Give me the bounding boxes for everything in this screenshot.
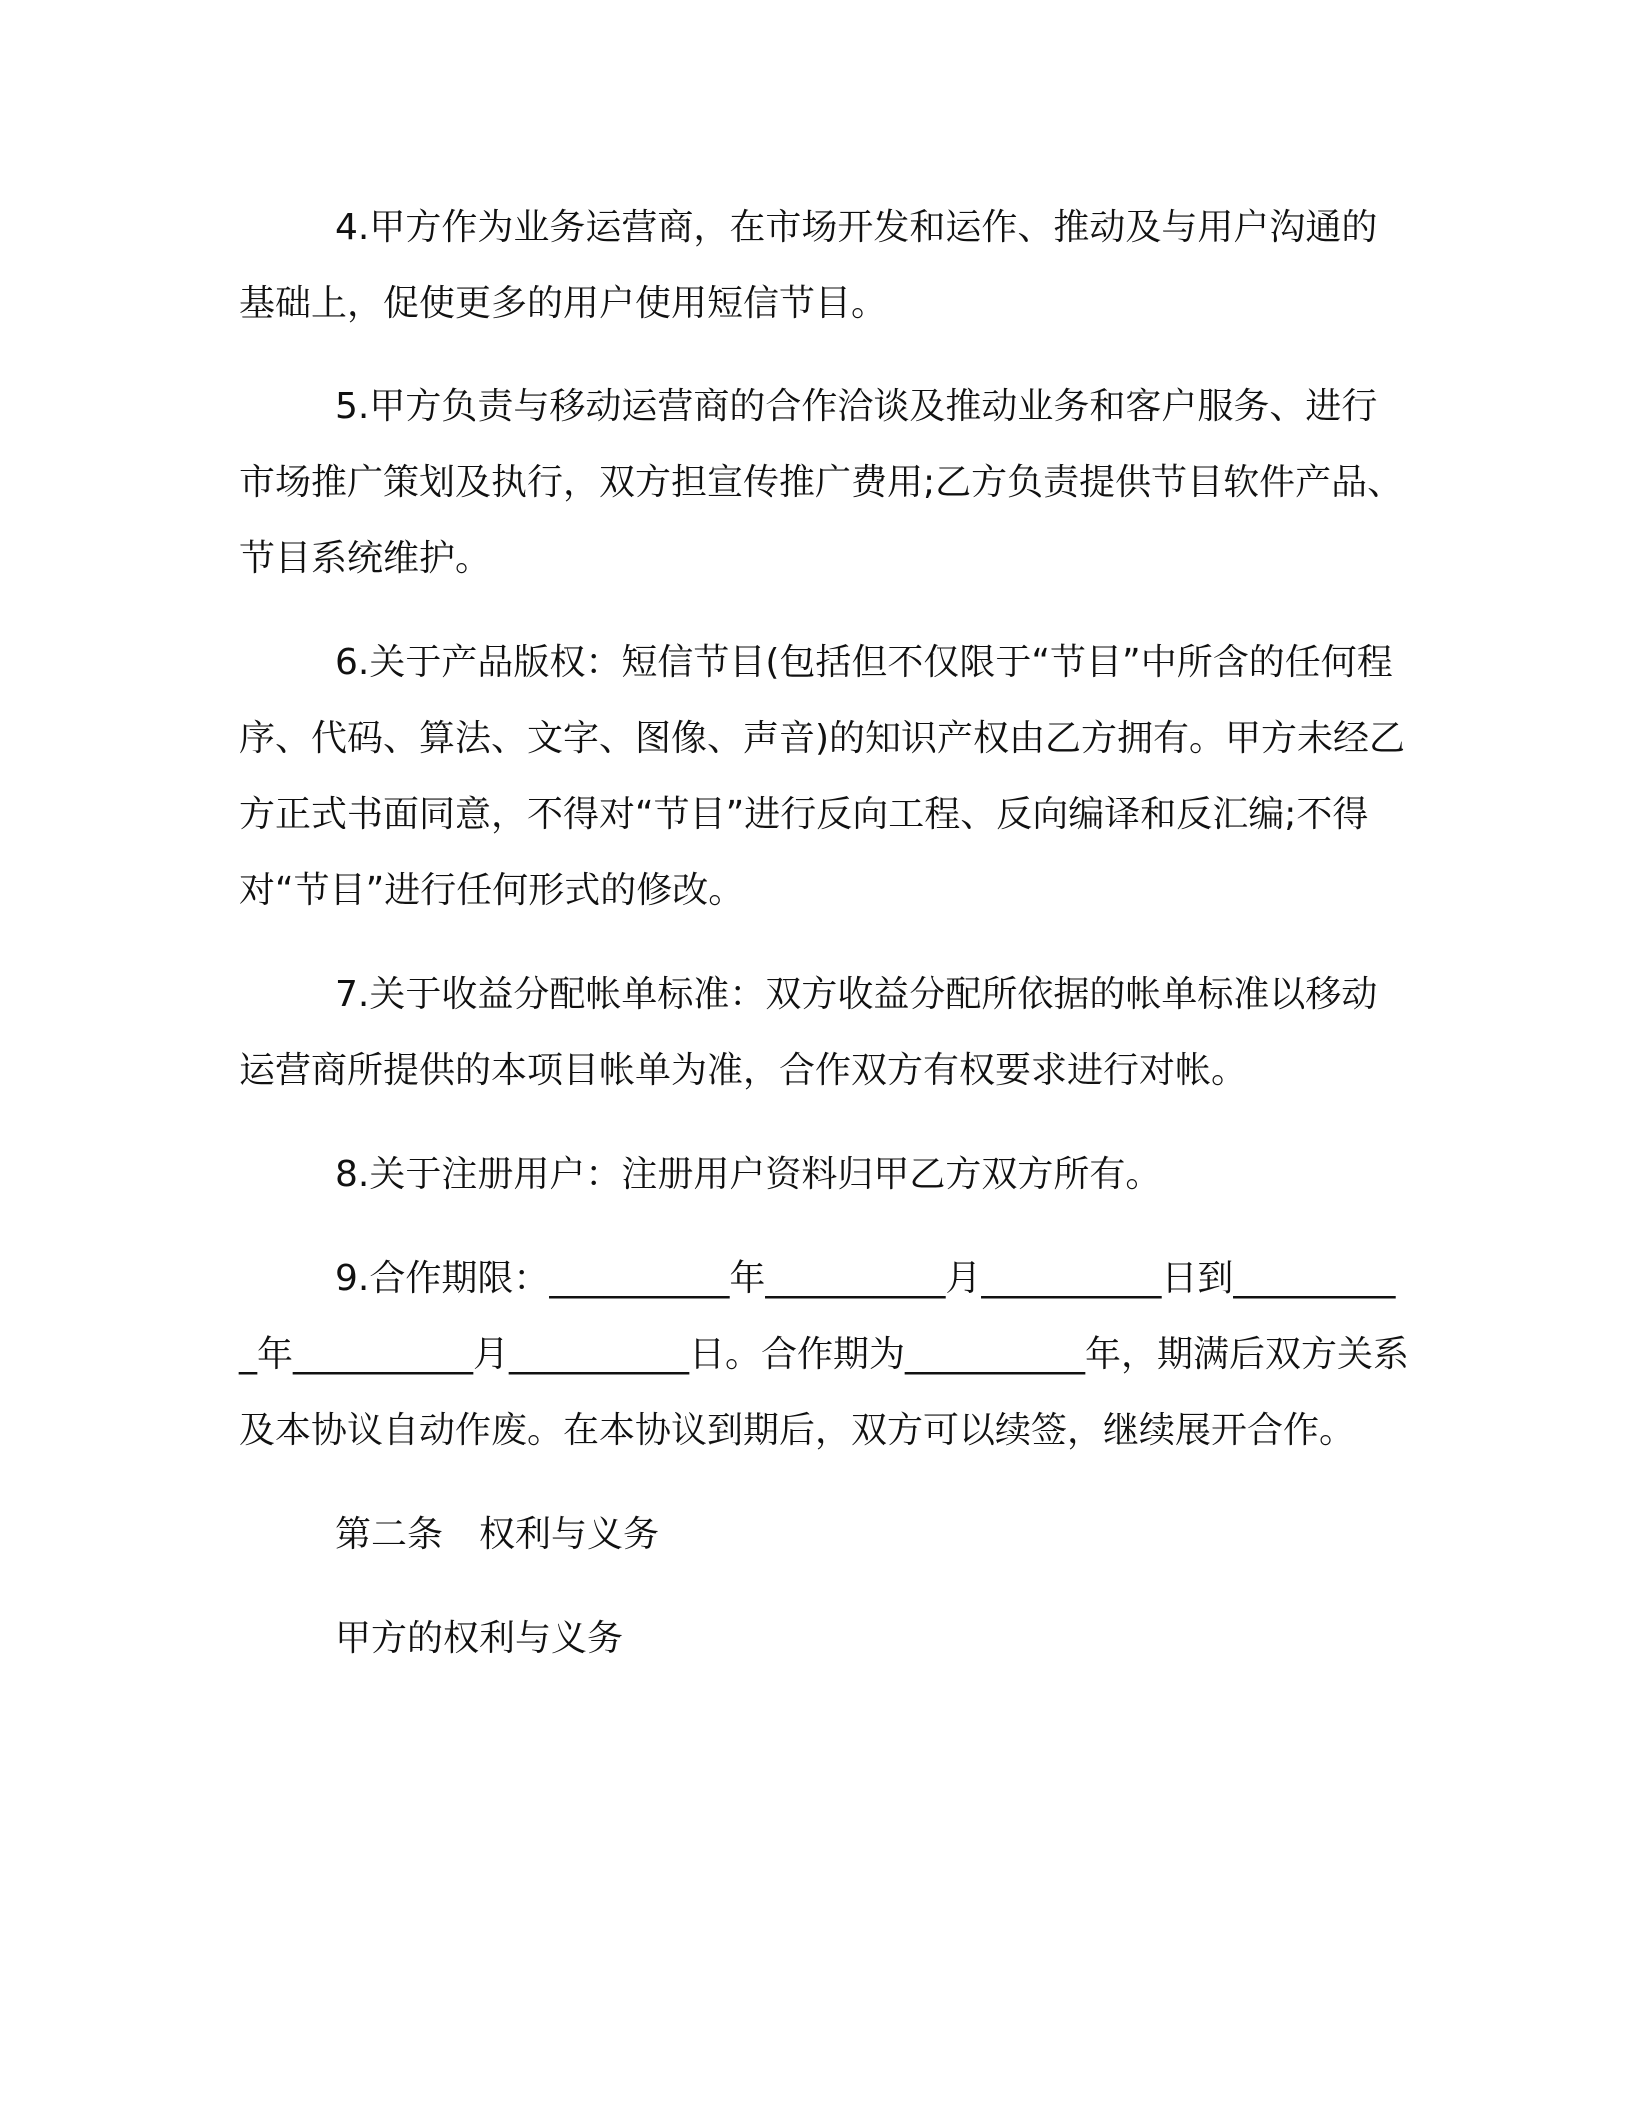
clause-5: 5.甲方负责与移动运营商的合作洽谈及推动业务和客户服务、进行市场推广策划及执行，双方担宣传推广费用;乙方负责提供节目软件产品、节目系统维护。 [239, 386, 1404, 579]
clause-6: 6.关于产品版权：短信节目(包括但不仅限于“节目”中所含的任何程序、代码、算法、文字、图像、声音)的知识产权由乙方拥有。甲方未经乙方正式书面同意，不得对“节目”进行反向工程、反向编译和反汇编;不得对“节目”进行任何形式的修改。 [239, 642, 1406, 911]
document-body [239, 190, 1409, 1703]
clause-9: 9.合作期限：__________年__________月__________日到__________年__________月__________日。合作期为__________年，期满后双方关系及本协议自动作废。在本协议到期后，双方可以续签，继续展开合作。 [239, 1258, 1410, 1451]
clause-7: 7.关于收益分配帐单标准：双方收益分配所依据的帐单标准以移动运营商所提供的本项目帐单为准，合作双方有权要求进行对帐。 [239, 974, 1378, 1091]
subheading: 甲方的权利与义务 [335, 1618, 624, 1659]
clause-4: 4.甲方作为业务运营商，在市场开发和运作、推动及与用户沟通的基础上，促使更多的用户使用短信节目。 [239, 207, 1378, 324]
clause-8: 8.关于注册用户：注册用户资料归甲乙方双方所有。 [335, 1154, 1162, 1195]
section-heading: 第二条 权利与义务 [335, 1514, 660, 1555]
